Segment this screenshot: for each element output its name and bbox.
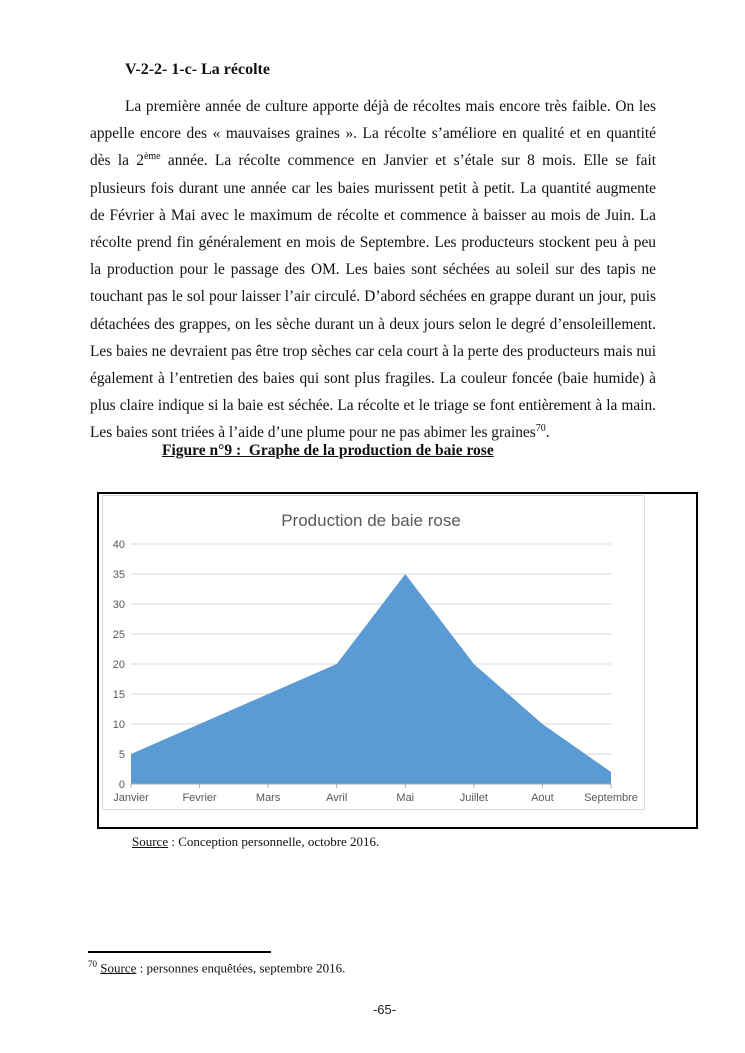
paragraph-text-2: année. La récolte commence en Janvier et s’étale sur 8 mois. Elle se fait plusieurs fois durant une année car les baies murissent petit à petit. La quantité augmente de Février à Mai avec le maximum de récolte et commence à baisser au mois de Juin. La récolte prend fin généralement en mois de Septembre. Les producteurs stockent peu à peu la production pour le passage des OM. Les baies sont séchées au soleil sur des tapis ne touchant pas le sol pour laisser l’air circulé. D’abord séchées en grappe durant un jour, puis détachées des grappes, on les sèche durant un à deux jours selon le degré d’ensoleillement. Les baies ne devraient pas être trop sèches car cela court à la perte des producteurs mais nui également à l’entretien des baies qui sont plus fragiles. La couleur foncée (baie humide) à plus claire indique si la baie est séchée. La récolte et le triage se font entièrement à la main. Les baies sont triées à l’aide d’une plume pour ne pas abimer les graines bbox=[90, 152, 656, 442]
superscript-annee: ème bbox=[143, 151, 161, 163]
figure-frame bbox=[97, 492, 698, 829]
svg-text:40: 40 bbox=[112, 539, 125, 551]
svg-text:Fevrier: Fevrier bbox=[182, 792, 217, 804]
footnote-reference-70: 70 bbox=[535, 423, 546, 435]
page-number: -65- bbox=[372, 1002, 397, 1017]
body-paragraph bbox=[90, 93, 656, 447]
svg-text:10: 10 bbox=[112, 719, 125, 731]
figure-source-label: Source bbox=[132, 834, 169, 849]
svg-text:Mai: Mai bbox=[396, 792, 415, 804]
svg-text:5: 5 bbox=[118, 749, 125, 761]
svg-text:Septembre: Septembre bbox=[584, 792, 638, 804]
footnote bbox=[88, 959, 654, 976]
footnote-text: : personnes enquêtées, septembre 2016. bbox=[136, 960, 346, 976]
footnote-source-label: Source bbox=[100, 960, 137, 976]
chart-container bbox=[102, 495, 645, 810]
svg-text:0: 0 bbox=[118, 779, 125, 791]
svg-text:Aout: Aout bbox=[531, 792, 554, 804]
paragraph-text-1: La première année de culture apporte déjà de récoltes mais encore très faible. On les appelle encore des « mauvaises graines ». La récolte s’améliore en qualité et en quantité dès la 2 bbox=[90, 98, 656, 170]
svg-text:25: 25 bbox=[112, 629, 125, 641]
paragraph-text-3: . bbox=[545, 424, 550, 442]
area-chart-svg bbox=[103, 496, 644, 809]
svg-text:Janvier: Janvier bbox=[113, 792, 149, 804]
svg-text:Juillet: Juillet bbox=[459, 792, 488, 804]
svg-text:Avril: Avril bbox=[326, 792, 348, 804]
svg-text:20: 20 bbox=[112, 659, 125, 671]
svg-text:30: 30 bbox=[112, 599, 125, 611]
footnote-separator bbox=[88, 951, 271, 953]
figure-source-text: : Conception personnelle, octobre 2016. bbox=[168, 834, 380, 849]
chart-title: Production de baie rose bbox=[281, 511, 461, 530]
section-heading: V-2-2- 1-c- La récolte bbox=[125, 61, 270, 78]
svg-text:15: 15 bbox=[112, 689, 125, 701]
figure-caption: Figure n°9 : Graphe de la production de baie rose bbox=[162, 442, 494, 459]
figure-source bbox=[132, 834, 379, 850]
svg-text:35: 35 bbox=[112, 569, 125, 581]
footnote-marker: 70 bbox=[88, 959, 97, 969]
svg-text:Mars: Mars bbox=[255, 792, 281, 804]
